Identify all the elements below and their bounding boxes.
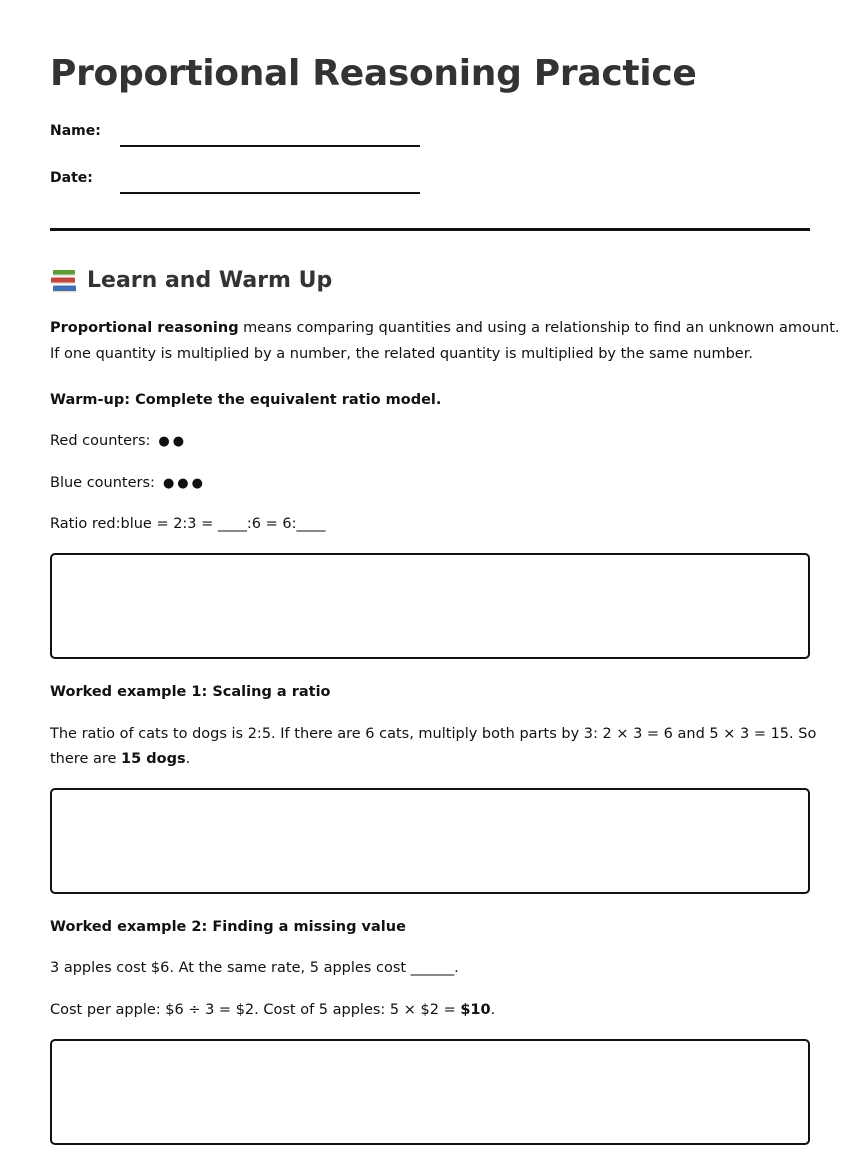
date-blank-line bbox=[120, 192, 420, 194]
example2-problem: 3 apples cost $6. At the same rate, 5 apples cost ______. bbox=[50, 960, 459, 976]
blue-counters-label: Blue counters: bbox=[50, 475, 155, 491]
example2-solution bbox=[50, 998, 810, 1023]
example2-solution-prefix: Cost per apple: $6 ÷ 3 = $2. Cost of 5 apples: 5 × $2 = bbox=[50, 1002, 461, 1018]
example1-line-2-suffix: . bbox=[185, 751, 191, 767]
date-field-row bbox=[50, 169, 470, 199]
example2-answer-box[interactable] bbox=[50, 1039, 810, 1145]
example2-answer: $10 bbox=[460, 1002, 491, 1018]
example1-answer-box[interactable] bbox=[50, 788, 810, 894]
example2-heading: Worked example 2: Finding a missing value bbox=[50, 919, 406, 935]
section-heading-text: Learn and Warm Up bbox=[87, 268, 333, 293]
page-title: Proportional Reasoning Practice bbox=[50, 53, 697, 94]
warmup-heading: Warm-up: Complete the equivalent ratio model. bbox=[50, 392, 442, 408]
intro-line-2: If one quantity is multiplied by a number, the related quantity is multiplied by the same number. bbox=[50, 346, 753, 362]
name-blank-line bbox=[120, 145, 420, 147]
intro-line-1-rest: means comparing quantities and using a relationship to find an unknown amount. bbox=[238, 320, 840, 336]
ratio-equation: Ratio red:blue = 2:3 = ____:6 = 6:____ bbox=[50, 516, 326, 532]
example1-line-2-prefix: there are bbox=[50, 751, 122, 767]
section-heading bbox=[50, 266, 332, 296]
intro-line-1 bbox=[50, 316, 840, 341]
red-counters-row bbox=[50, 429, 810, 454]
blue-counters-row bbox=[50, 471, 810, 496]
red-counters-label: Red counters: bbox=[50, 433, 151, 449]
example1-line-1: The ratio of cats to dogs is 2:5. If there are 6 cats, multiply both parts by 3: 2 × 3 = 6 and 5 × 3 = 15. So bbox=[50, 726, 817, 742]
name-field-row bbox=[50, 122, 470, 152]
example2-solution-suffix: . bbox=[490, 1002, 496, 1018]
blue-counter-dots: ●●● bbox=[162, 476, 206, 491]
example1-line-2 bbox=[50, 747, 810, 772]
header-divider bbox=[50, 228, 810, 231]
books-icon bbox=[50, 268, 78, 294]
date-label: Date: bbox=[50, 170, 93, 186]
name-label: Name: bbox=[50, 123, 101, 139]
intro-term: Proportional reasoning bbox=[50, 320, 239, 336]
example1-answer: 15 dogs bbox=[121, 751, 186, 767]
example1-heading: Worked example 1: Scaling a ratio bbox=[50, 684, 331, 700]
warmup-answer-box[interactable] bbox=[50, 553, 810, 659]
red-counter-dots: ●● bbox=[158, 434, 188, 449]
